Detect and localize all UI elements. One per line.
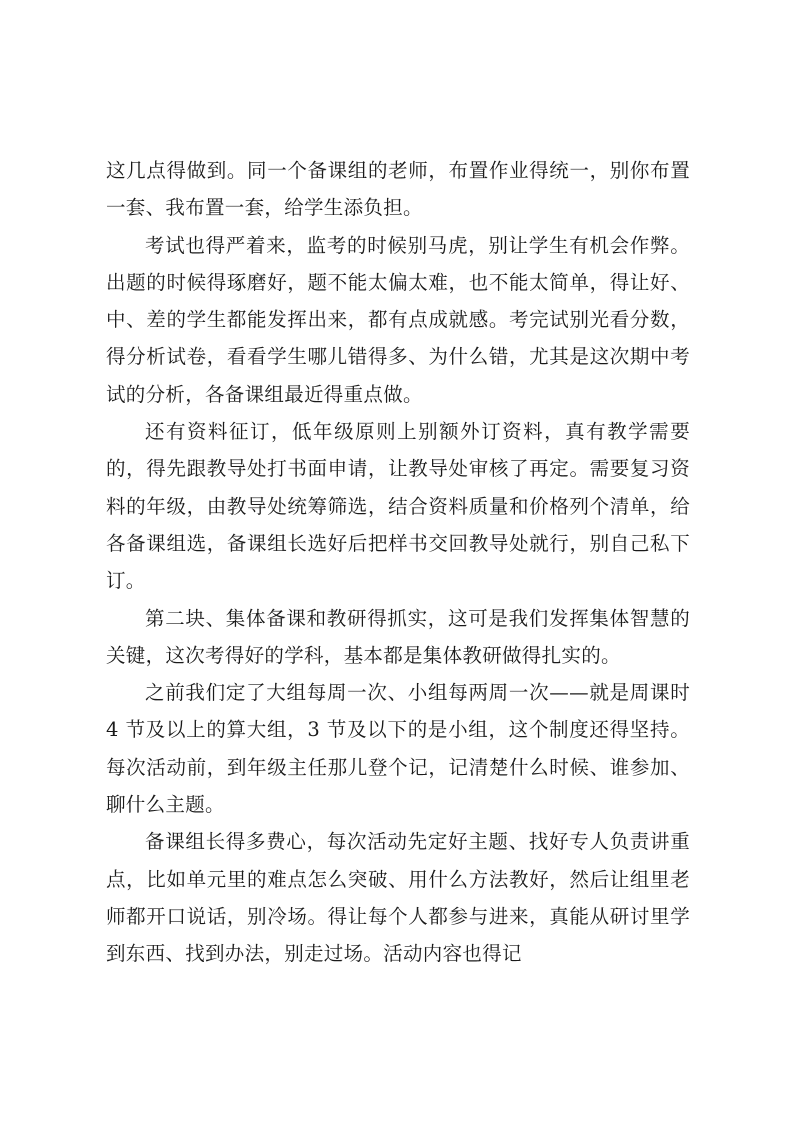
document-body	[106, 152, 690, 973]
paragraph: 之前我们定了大组每周一次、小组每两周一次——就是周课时 4 节及以上的算大组，3 节及以下的是小组，这个制度还得坚持。每次活动前，到年级主任那儿登个记，记清楚什么时候、谁参加、聊什么主题。	[106, 681, 690, 817]
paragraph: 考试也得严着来，监考的时候别马虎，别让学生有机会作弊。出题的时候得琢磨好，题不能太偏太难，也不能太简单，得让好、中、差的学生都能发挥出来，都有点成就感。考完试别光看分数，得分析试卷，看看学生哪儿错得多、为什么错，尤其是这次期中考试的分析，各备课组最近得重点做。	[106, 233, 690, 406]
paragraph: 第二块、集体备课和教研得抓实，这可是我们发挥集体智慧的关键，这次考得好的学科，基本都是集体教研做得扎实的。	[106, 606, 690, 667]
paragraph: 备课组长得多费心，每次活动先定好主题、找好专人负责讲重点，比如单元里的难点怎么突破、用什么方法教好，然后让组里老师都开口说话，别冷场。得让每个人都参与进来，真能从研讨里学到东西、找到办法，别走过场。活动内容也得记	[106, 830, 690, 966]
paragraph: 这几点得做到。同一个备课组的老师，布置作业得统一，别你布置一套、我布置一套，给学生添负担。	[106, 159, 690, 220]
paragraph: 还有资料征订，低年级原则上别额外订资料，真有教学需要的，得先跟教导处打书面申请，让教导处审核了再定。需要复习资料的年级，由教导处统筹筛选，结合资料质量和价格列个清单，给各备课组选，备课组长选好后把样书交回教导处就行，别自己私下订。	[106, 420, 690, 593]
